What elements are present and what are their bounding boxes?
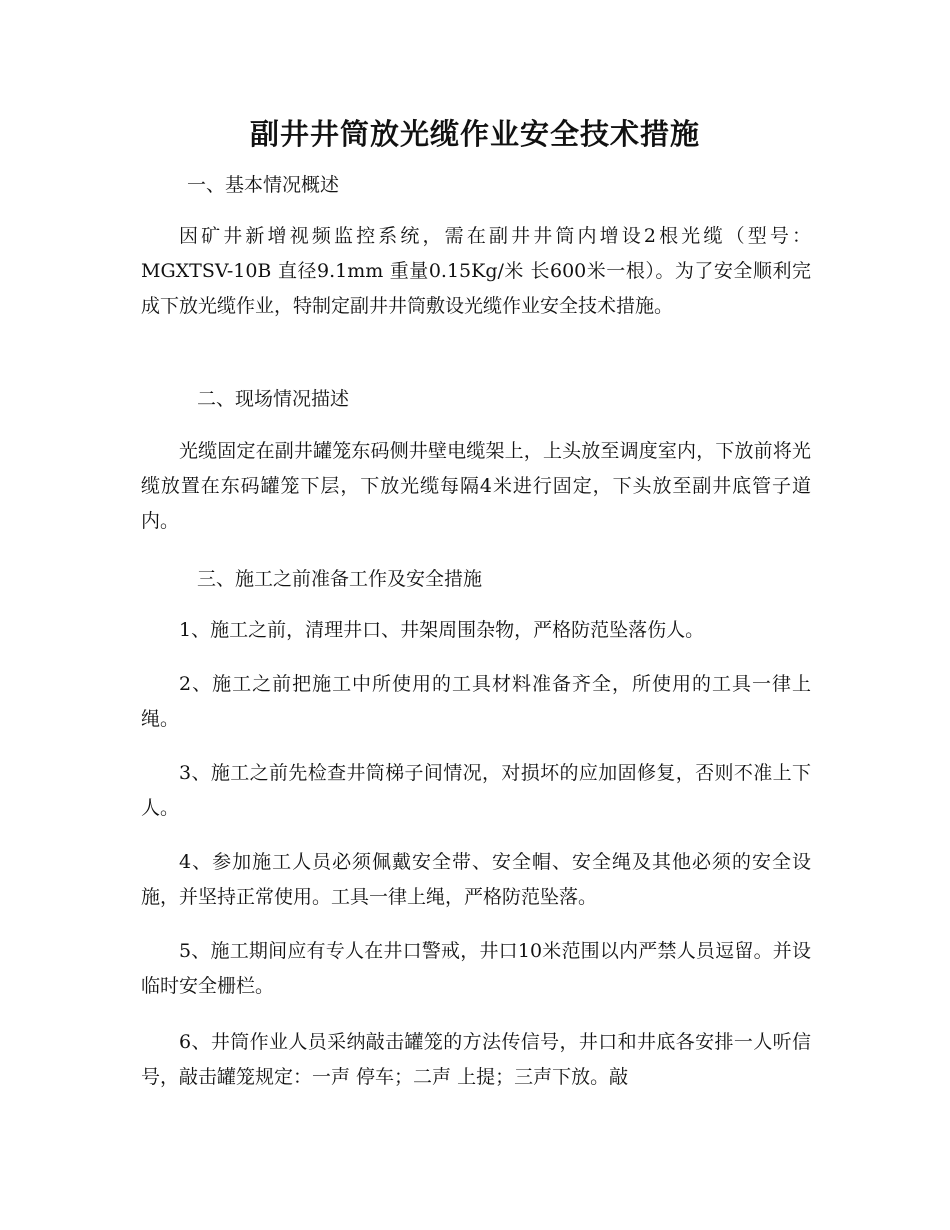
paragraph-site: 光缆固定在副井罐笼东码侧井壁电缆架上，上头放至调度室内，下放前将光缆放置在东码罐笼下层，下放光缆每隔4米进行固定，下头放至副井底管子道内。 xyxy=(141,440,811,532)
document-title: 副井井筒放光缆作业安全技术措施 xyxy=(249,117,700,151)
list-item-5: 5、施工期间应有专人在井口警戒，井口10米范围以内严禁人员逗留。并设临时安全栅栏。 xyxy=(141,940,811,997)
list-item-4: 4、参加施工人员必须佩戴安全带、安全帽、安全绳及其他必须的安全设施，并坚持正常使用。工具一律上绳，严格防范坠落。 xyxy=(141,851,811,908)
section-heading-site: 二、现场情况描述 xyxy=(197,388,350,410)
section-heading-basic: 一、基本情况概述 xyxy=(187,174,340,196)
list-item-6: 6、井筒作业人员采纳敲击罐笼的方法传信号，井口和井底各安排一人听信号，敲击罐笼规定：一声 停车；二声 上提；三声下放。敲 xyxy=(141,1031,811,1088)
list-item-3: 3、施工之前先检查井筒梯子间情况，对损坏的应加固修复，否则不准上下人。 xyxy=(141,762,811,819)
list-item-1: 1、施工之前，清理井口、井架周围杂物，严格防范坠落伤人。 xyxy=(179,619,705,641)
section-heading-preparation: 三、施工之前准备工作及安全措施 xyxy=(197,568,483,590)
paragraph-overview: 因矿井新增视频监控系统，需在副井井筒内增设2根光缆（型号：MGXTSV-10B 直径9.1mm 重量0.15Kg/米 长600米一根）。为了安全顺利完成下放光缆作业，特制定副井井筒敷设光缆作业安全技术措施。 xyxy=(141,225,811,317)
list-item-2: 2、施工之前把施工中所使用的工具材料准备齐全，所使用的工具一律上绳。 xyxy=(141,673,811,730)
